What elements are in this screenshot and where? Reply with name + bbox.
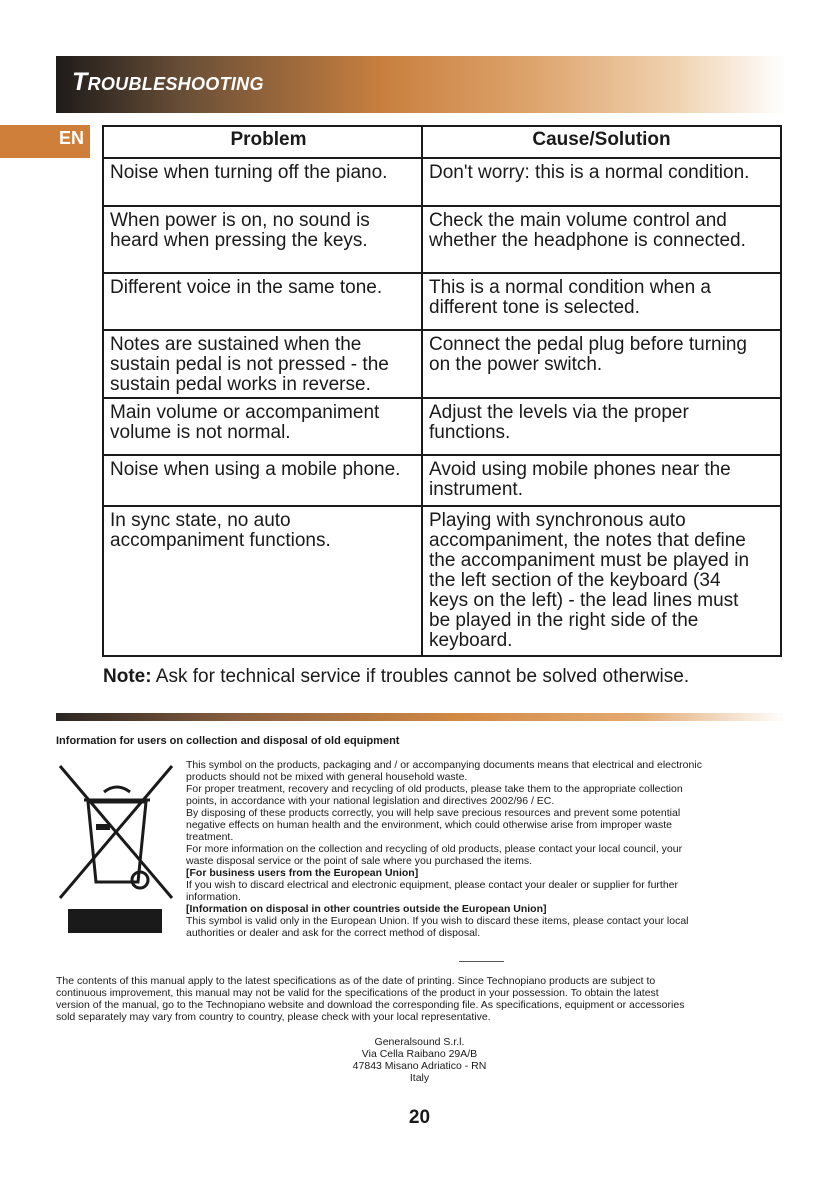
solution-cell: Don't worry: this is a normal condition. bbox=[421, 159, 780, 205]
section-banner bbox=[56, 56, 786, 113]
table-row bbox=[102, 157, 782, 207]
note-label: Note: bbox=[103, 666, 152, 687]
header-solution: Cause/Solution bbox=[421, 127, 780, 157]
divider-bar bbox=[56, 713, 786, 721]
section-title: Troubleshooting bbox=[72, 68, 264, 96]
disposal-paragraph: This symbol on the products, packaging and / or accompanying documents means that electrical and electronic products should not be mixed with general household waste. For proper treatment, recovery and recycling of old products, please take them to the appropriate collection points, in accordance with your national legislation and directives 2002/96 / EC. By disposing of these products correctly, you will help save precious resources and prevent some potential negative effects on human health and the environment, which could otherwise arise from improper waste treatment. For more information on the collection and recycling of old products, please contact your local council, your waste disposal service or the point of sale where you purchased the items. bbox=[186, 759, 702, 867]
disposal-text bbox=[186, 759, 786, 939]
note-text: Ask for technical service if troubles cannot be solved otherwise. bbox=[151, 666, 690, 687]
problem-cell: Noise when turning off the piano. bbox=[110, 162, 388, 183]
problem-cell: Different voice in the same tone. bbox=[110, 277, 383, 298]
header-problem: Problem bbox=[230, 129, 307, 150]
solution-cell: Check the main volume control and whether the headphone is connected. bbox=[421, 207, 780, 272]
disclaimer: The contents of this manual apply to the latest specifications as of the date of printing. Since Technopiano products are subject to continuous improvement, this manual may not be valid for the specifications of the product in your possession. To obtain the latest version of the manual, go to the Technopiano website and download the corresponding file. As specifications, equipment or accessories sold separately may vary from country to country, please check with your local representative. bbox=[56, 975, 685, 1023]
weee-crossed-bin-icon bbox=[56, 762, 176, 902]
company-address: Generalsound S.r.l. Via Cella Raibano 29A/B 47843 Misano Adriatico - RN Italy bbox=[352, 1036, 487, 1084]
note bbox=[103, 666, 689, 688]
solution-cell: Connect the pedal plug before turning on the power switch. bbox=[421, 331, 780, 397]
table-row bbox=[102, 329, 782, 399]
page-number: 20 bbox=[408, 1107, 431, 1128]
table-row bbox=[102, 205, 782, 274]
language-tab: EN bbox=[0, 125, 90, 158]
separator-line bbox=[459, 961, 504, 962]
table-header bbox=[102, 125, 782, 159]
problem-cell: In sync state, no auto accompaniment functions. bbox=[110, 510, 331, 551]
disposal-heading-non-eu: [Information on disposal in other countries outside the European Union] bbox=[186, 903, 547, 915]
problem-cell: Noise when using a mobile phone. bbox=[110, 459, 401, 480]
solution-cell: Playing with synchronous auto accompaniment, the notes that define the accompaniment must be played in the left section of the keyboard (34 keys on the left) - the lead lines must be played in the right side of the keyboard. bbox=[421, 507, 780, 655]
problem-cell: Notes are sustained when the sustain pedal is not pressed - the sustain pedal works in reverse. bbox=[110, 334, 389, 395]
disposal-paragraph: This symbol is valid only in the European Union. If you wish to discard these items, please contact your local authorities or dealer and ask for the correct method of disposal. bbox=[186, 915, 689, 939]
table-row bbox=[102, 397, 782, 456]
table-row bbox=[102, 505, 782, 657]
solution-cell: This is a normal condition when a different tone is selected. bbox=[421, 274, 780, 329]
disposal-heading-eu: [For business users from the European Union] bbox=[186, 867, 419, 879]
table-row bbox=[102, 454, 782, 507]
table-row bbox=[102, 272, 782, 331]
problem-cell: Main volume or accompaniment volume is not normal. bbox=[110, 402, 380, 443]
problem-cell: When power is on, no sound is heard when pressing the keys. bbox=[110, 210, 370, 251]
weee-black-bar bbox=[68, 909, 162, 933]
disposal-title: Information for users on collection and disposal of old equipment bbox=[56, 735, 400, 747]
disposal-paragraph: If you wish to discard electrical and electronic equipment, please contact your dealer or supplier for further information. bbox=[186, 879, 679, 903]
solution-cell: Avoid using mobile phones near the instrument. bbox=[421, 456, 780, 505]
solution-cell: Adjust the levels via the proper functions. bbox=[421, 399, 780, 454]
